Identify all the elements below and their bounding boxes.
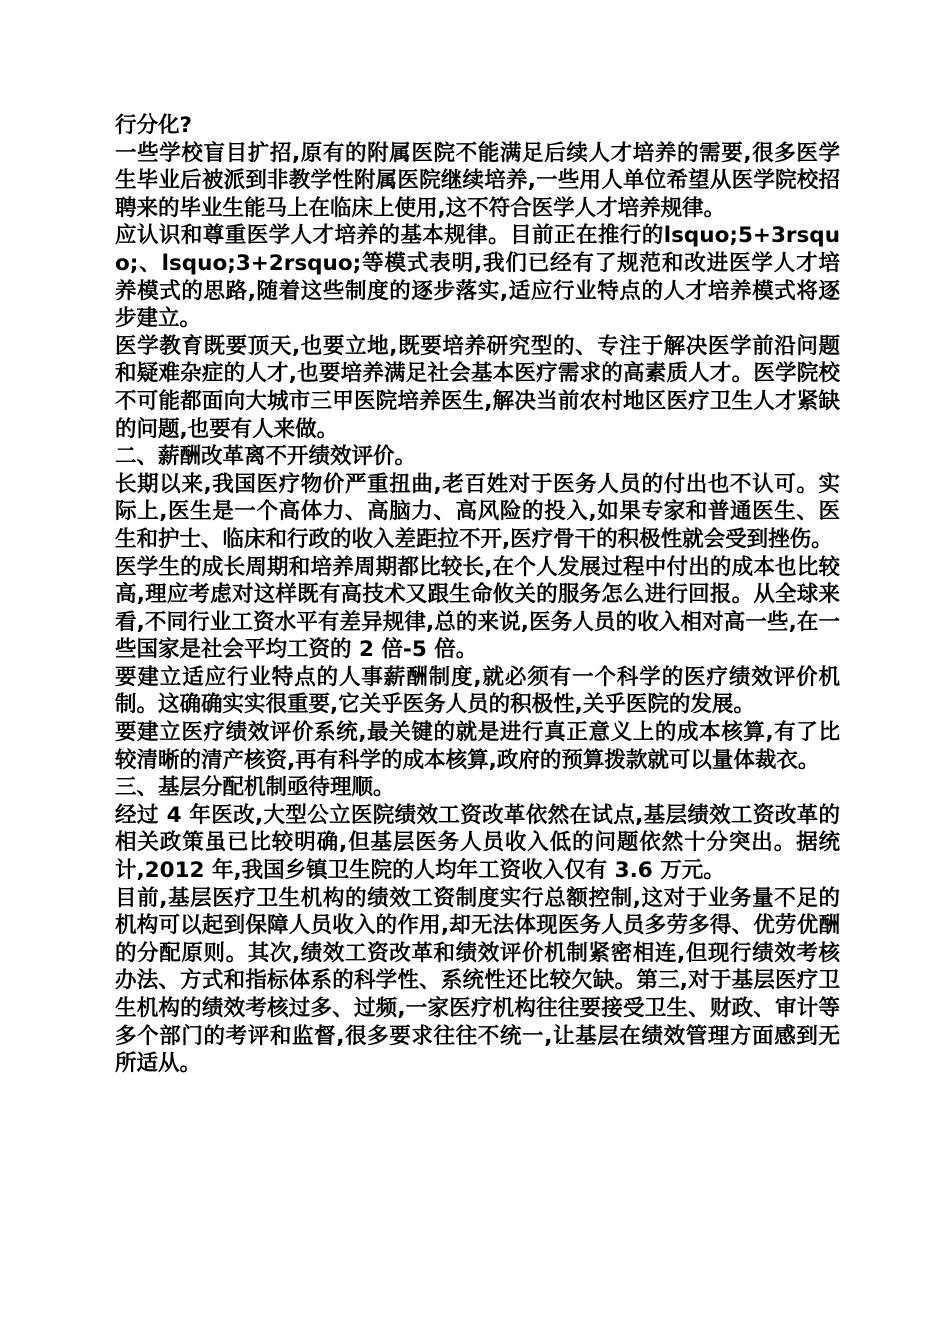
paragraph-training-rules: 应认识和尊重医学人才培养的基本规律。目前正在推行的lsquo;5+3rsquo;、lsquo;3+2rsquo;等模式表明,我们已经有了规范和改进医学人才培养模式的思路,随着这些制度的逐步落实,适应行业特点的人才培养模式将逐步建立。: [115, 223, 840, 332]
paragraph-salary-system: 要建立适应行业特点的人事薪酬制度,就必须有一个科学的医疗绩效评价机制。这确确实实很重要,它关乎医务人员的积极性,关乎医院的发展。: [115, 664, 840, 718]
paragraph-school-expansion: 一些学校盲目扩招,原有的附属医院不能满足后续人才培养的需要,很多医学生毕业后被派到非教学性附属医院继续培养,一些用人单位希望从医学院校招聘来的毕业生能马上在临床上使用,这不符合医学人才培养规律。: [115, 140, 840, 221]
paragraph-cost-accounting: 要建立医疗绩效评价系统,最关键的就是进行真正意义上的成本核算,有了比较清晰的清产核资,再有科学的成本核算,政府的预算拨款就可以量体裁衣。: [115, 720, 840, 773]
paragraph-continuation: 行分化?: [115, 113, 192, 138]
paragraph-medical-education: 医学教育既要顶天,也要立地,既要培养研究型的、专注于解决医学前沿问题和疑难杂症的人才,也要培养满足社会基本医疗需求的高素质人才。医学院校不可能都面向大城市三甲医院培养医生,解决当前农村地区医疗卫生人才紧缺的问题,也要有人来做。: [115, 333, 840, 442]
paragraph-training-cycle: 医学生的成长周期和培养周期都比较长,在个人发展过程中付出的成本也比较高,理应考虑对这样既有高技术又跟生命攸关的服务怎么进行回报。从全球来看,不同行业工资水平有差异规律,总的来说,医务人员的收入相对高一些,在一些国家是社会平均工资的 2 倍-5 倍。: [115, 554, 840, 663]
paragraph-grassroots-problems: 目前,基层医疗卫生机构的绩效工资制度实行总额控制,这对于业务量不足的机构可以起到保障人员收入的作用,却无法体现医务人员多劳多得、优劳优酬的分配原则。其次,绩效工资改革和绩效评价机制紧密相连,但现行绩效考核办法、方式和指标体系的科学性、系统性还比较欠缺。第三,对于基层医疗卫生机构的绩效考核过多、过频,一家医疗机构往往要接受卫生、财政、审计等多个部门的考评和监督,很多要求往往不统一,让基层在绩效管理方面感到无所适从。: [115, 885, 840, 1077]
document-page: [115, 112, 840, 1232]
paragraph-reform-progress: 经过 4 年医改,大型公立医院绩效工资改革依然在试点,基层绩效工资改革的相关政策虽已比较明确,但基层医务人员收入低的问题依然十分突出。据统计,2012 年,我国乡镇卫生院的人均年工资收入仅有 3.6 万元。: [115, 802, 840, 884]
section-heading-3: 三、基层分配机制亟待理顺。: [115, 775, 395, 801]
section-heading-2: 二、薪酬改革离不开绩效评价。: [115, 444, 417, 470]
paragraph-price-distortion: 长期以来,我国医疗物价严重扭曲,老百姓对于医务人员的付出也不认可。实际上,医生是一个高体力、高脑力、高风险的投入,如果专家和普通医生、医生和护士、临床和行政的收入差距拉不开,医疗骨干的积极性就会受到挫伤。: [115, 471, 840, 552]
